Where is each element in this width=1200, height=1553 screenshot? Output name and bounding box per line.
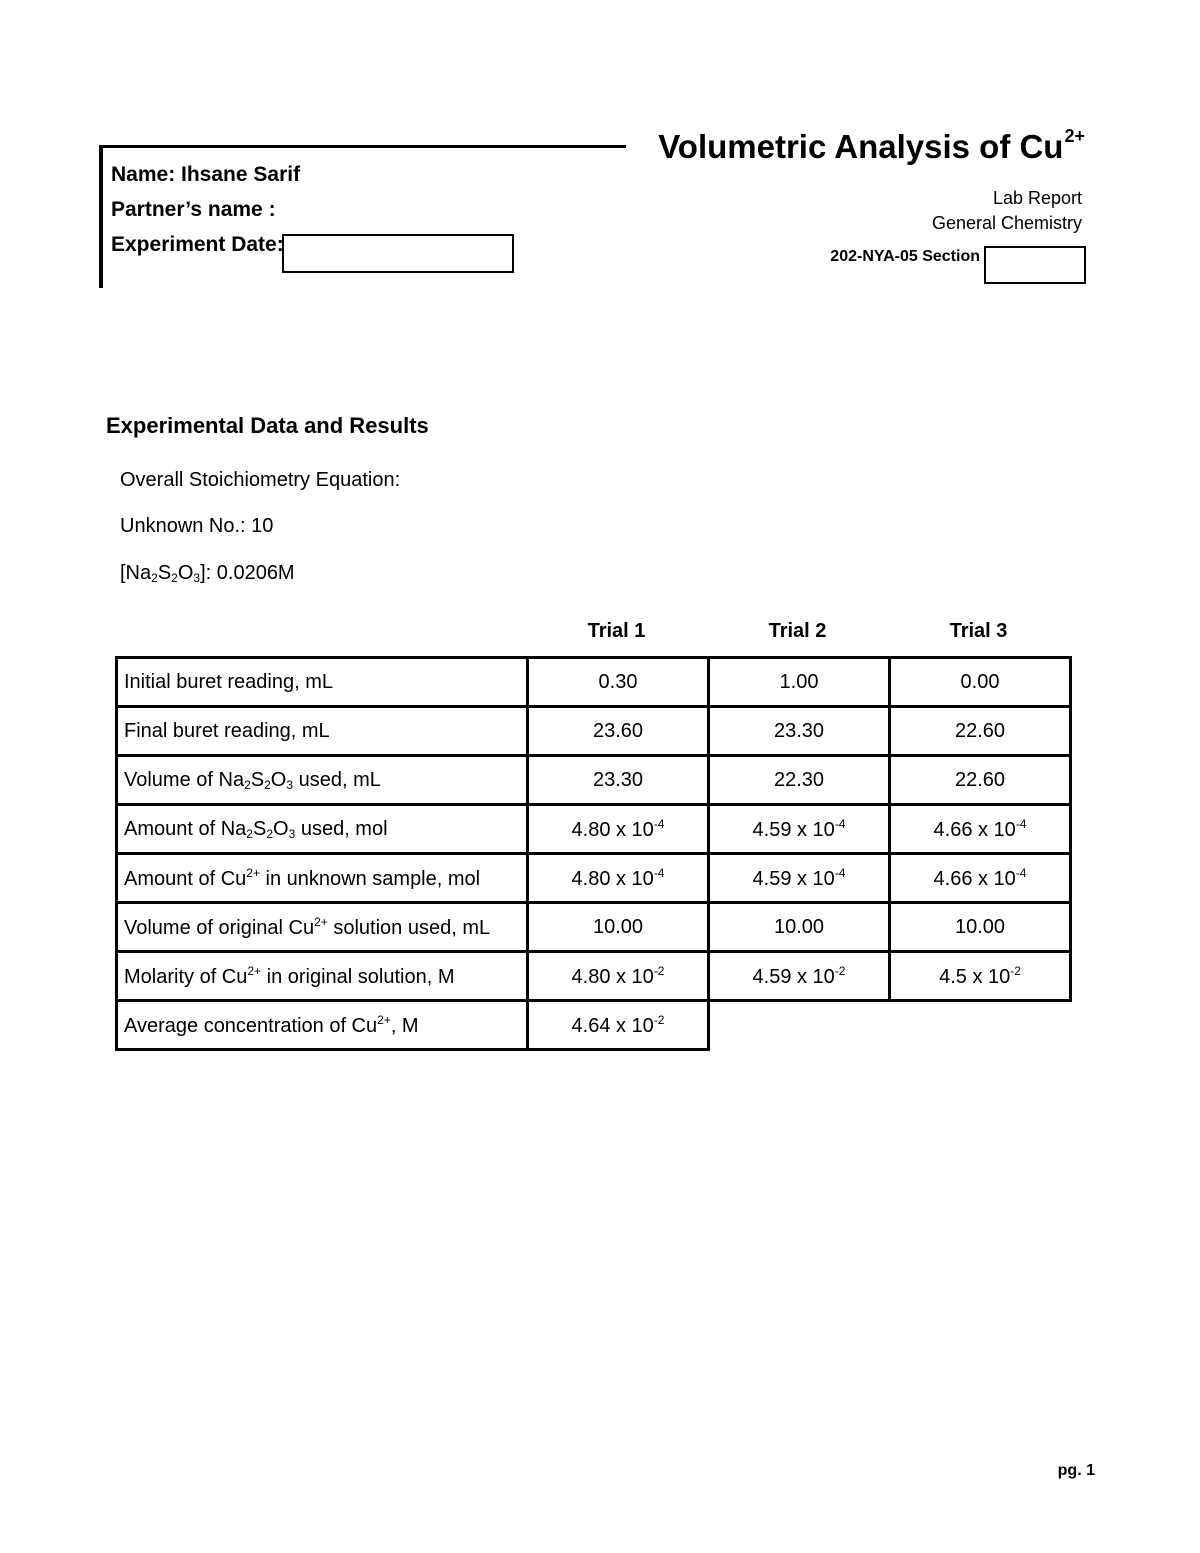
table-row: [117, 952, 1071, 1001]
table-row: [117, 707, 1071, 756]
row-label: Initial buret reading, mL: [117, 658, 528, 707]
trial-2-header: Trial 2: [768, 620, 827, 642]
table-row: [117, 1001, 1071, 1050]
table-cell: 4.80 x $10^{-2}$: [528, 952, 709, 1001]
trial-3-header: Trial 3: [949, 620, 1008, 642]
table-cell: 0.00: [890, 658, 1071, 707]
page-number: pg. 1: [1057, 1462, 1095, 1479]
table-row: [117, 805, 1071, 854]
header-left-rule: [99, 145, 103, 288]
table-cell: 22.30: [709, 756, 890, 805]
section-heading: Experimental Data and Results: [106, 413, 429, 438]
stoichiometry-label: Overall Stoichiometry Equation:: [120, 469, 401, 491]
section-label: 202-NYA-05 Section: [830, 248, 980, 265]
header-rule: [100, 145, 626, 148]
table-cell: 23.30: [709, 707, 890, 756]
row-label: Amount of $Cu^{2+}$ in unknown sample, mol: [117, 854, 528, 903]
table-cell: 10.00: [528, 903, 709, 952]
table-cell: 1.00: [709, 658, 890, 707]
table-cell: 4.66 x $10^{-4}$: [890, 854, 1071, 903]
row-label: Volume of original $Cu^{2+}$ solution used, mL: [117, 903, 528, 952]
report-type: Lab Report: [992, 188, 1082, 208]
course-name: General Chemistry: [931, 213, 1082, 233]
unknown-number: Unknown No.: 10: [120, 515, 274, 537]
results-table: [115, 656, 1072, 1051]
table-cell: 22.60: [890, 707, 1071, 756]
experiment-date-label: Experiment Date:: [111, 233, 284, 256]
table-cell: 4.80 x $10^{-4}$: [528, 854, 709, 903]
empty-cell: [890, 1001, 1071, 1050]
table-cell: 4.64 x $10^{-2}$: [528, 1001, 709, 1050]
row-label: Final buret reading, mL: [117, 707, 528, 756]
table-cell: 4.59 x $10^{-4}$: [709, 805, 890, 854]
table-cell: 22.60: [890, 756, 1071, 805]
table-cell: 0.30: [528, 658, 709, 707]
table-cell: 23.60: [528, 707, 709, 756]
row-label: Average concentration of $Cu^{2+}$, M: [117, 1001, 528, 1050]
thiosulfate-concentration: $[Na_2S_2O_3]$: 0.0206M: [120, 562, 295, 585]
table-cell: 4.80 x $10^{-4}$: [528, 805, 709, 854]
row-label: Amount of $Na_2S_2O_3$ used, mol: [117, 805, 528, 854]
table-cell: 4.5 x $10^{-2}$: [890, 952, 1071, 1001]
table-row: [117, 658, 1071, 707]
table-cell: 4.66 x $10^{-4}$: [890, 805, 1071, 854]
table-row: [117, 903, 1071, 952]
table-cell: 10.00: [890, 903, 1071, 952]
table-cell: 23.30: [528, 756, 709, 805]
row-label: Volume of $Na_2S_2O_3$ used, mL: [117, 756, 528, 805]
table-cell: 4.59 x $10^{-4}$: [709, 854, 890, 903]
table-row: [117, 756, 1071, 805]
row-label: Molarity of $Cu^{2+}$ in original solution, M: [117, 952, 528, 1001]
empty-cell: [709, 1001, 890, 1050]
table-cell: 10.00: [709, 903, 890, 952]
page-title: Volumetric Analysis of $Cu^{2+}$: [658, 126, 1085, 165]
name-field: Name: Ihsane Sarif: [111, 163, 301, 186]
partner-field: Partner’s name :: [111, 198, 276, 221]
experiment-date-input[interactable]: [282, 234, 514, 273]
trial-1-header: Trial 1: [587, 620, 646, 642]
section-input[interactable]: [984, 246, 1086, 284]
table-row: [117, 854, 1071, 903]
table-cell: 4.59 x $10^{-2}$: [709, 952, 890, 1001]
